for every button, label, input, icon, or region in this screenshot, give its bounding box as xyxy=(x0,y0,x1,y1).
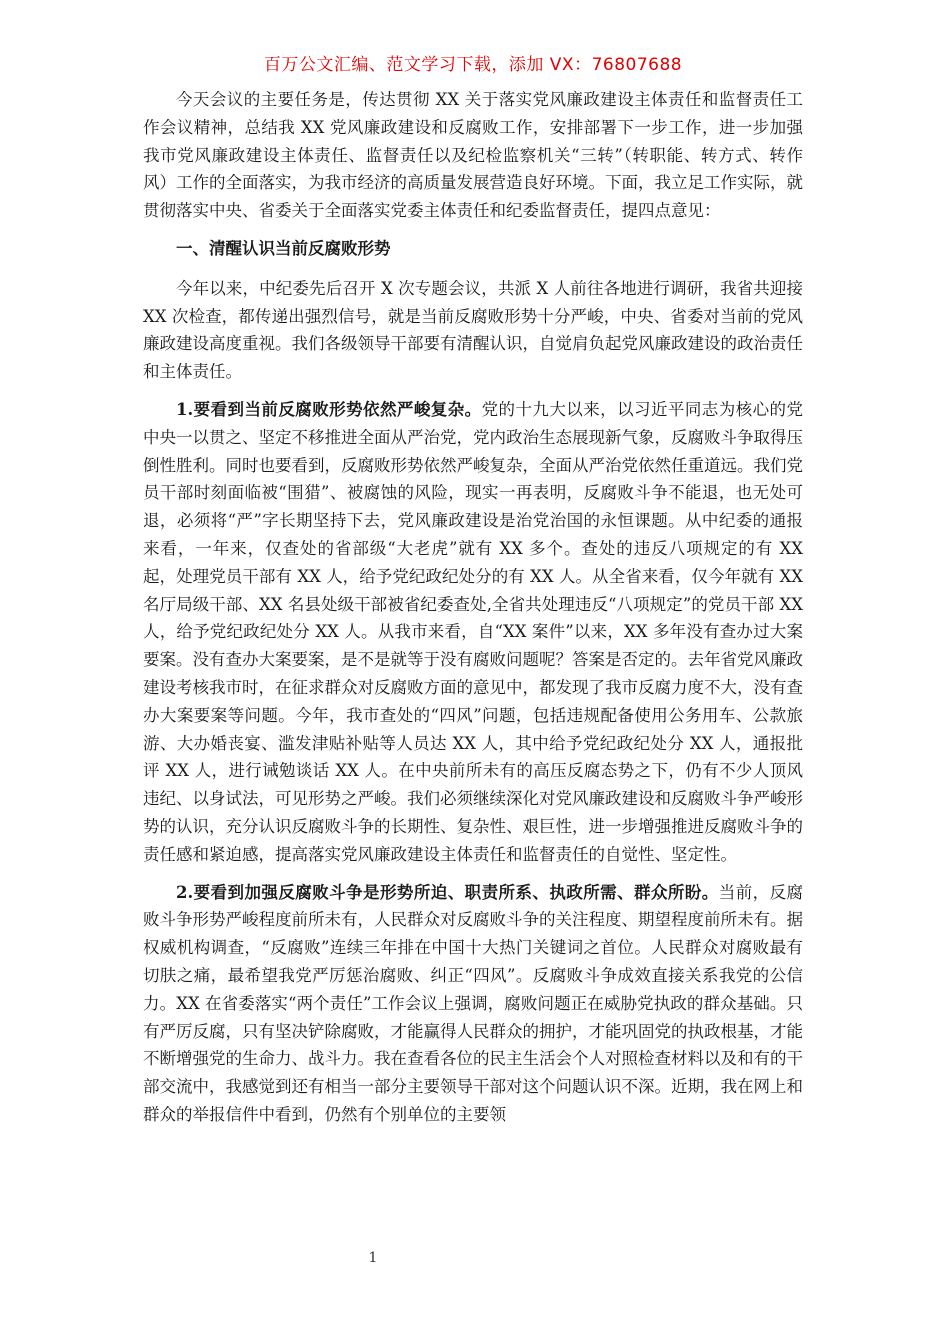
paragraph-4-text: 当前，反腐败斗争形势严峻程度前所未有，人民群众对反腐败斗争的关注程度、期望程度前所未有。据权威机构调查，“反腐败”连续三年排在中国十大热门关键词之首位。人民群众对腐败最有切肤之痛，最希望我党严厉惩治腐败、纠正“四风”。反腐败斗争成效直接关系我党的公信力。XX 在省委落实“两个责任”工作会议上强调，腐败问题正在威胁党执政的群众基础。只有严厉反腐，只有坚决铲除腐败，才能赢得人民群众的拥护，才能巩固党的执政根基，才能不断增强党的生命力、战斗力。我在查看各位的民主生活会个人对照检查材料以及和有的干部交流中，我感觉到还有相当一部分主要领导干部对这个问题认识不深。近期，我在网上和群众的举报信件中看到，仍然有个别单位的主要领 xyxy=(143,882,804,1124)
paragraph-2: 今年以来，中纪委先后召开 X 次专题会议，共派 X 人前往各地进行调研，我省共迎接 XX 次检查，都传递出强烈信号，就是当前反腐败形势十分严峻，中央、省委对当前的党风廉政建设高度重视。我们各级领导干部要有清醒认识，自觉肩负起党风廉政建设的政治责任和主体责任。 xyxy=(143,278,803,382)
promo-banner: 百万公文汇编、范文学习下载，添加 VX：76807688 xyxy=(263,55,683,75)
section-heading-1: 一、清醒认识当前反腐败形势 xyxy=(176,238,391,258)
paragraph-intro: 今天会议的主要任务是，传达贯彻 XX 关于落实党风廉政建设主体责任和监督责任工作会议精神，总结我 XX 党风廉政建设和反腐败工作，安排部署下一步工作，进一步加强我市党风廉政建设主体责任、监督责任以及纪检监察机关“三转”（转职能、转方式、转作风）工作的全面落实，为我市经济的高质量发展营造良好环境。下面，我立足工作实际，就贯彻落实中央、省委关于全面落实党委主体责任和纪委监督责任，提四点意见： xyxy=(143,90,803,221)
document-page xyxy=(143,0,803,1344)
paragraph-3 xyxy=(143,396,803,869)
page-number: 1 xyxy=(368,1250,378,1266)
paragraph-4 xyxy=(143,879,803,1129)
paragraph-4-lead: 2.要看到加强反腐败斗争是形势所迫、职责所系、执政所需、群众所盼。 xyxy=(176,882,719,902)
paragraph-3-text: 党的十九大以来，以习近平同志为核心的党中央一以贯之、坚定不移推进全面从严治党，党内政治生态展现新气象，反腐败斗争取得压倒性胜利。同时也要看到，反腐败形势依然严峻复杂，全面从严治党依然任重道远。我们党员干部时刻面临被“围猎”、被腐蚀的风险，现实一再表明，反腐败斗争不能退，也无处可退，必须将“严”字长期坚持下去，党风廉政建设是治党治国的永恒课题。从中纪委的通报来看，一年来，仅查处的省部级“大老虎”就有 XX 多个。查处的违反八项规定的有 XX 起，处理党员干部有 XX 人，给予党纪政纪处分的有 XX 人。从全省来看，仅今年就有 XX 名厅局级干部、XX 名县处级干部被省纪委查处,全省共处理违反“八项规定”的党员干部 XX 人，给予党纪政纪处分 XX 人。从我市来看，自“XX 案件”以来，XX 多年没有查办过大案要案。没有查办大案要案，是不是就等于没有腐败问题呢？答案是否定的。去年省党风廉政建设考核我市时，在征求群众对反腐败方面的意见中，都发现了我市反腐力度不大，没有查办大案要案等问题。今年，我市查处的“四风”问题，包括违规配备使用公务用车、公款旅游、大办婚丧宴、滥发津贴补贴等人员达 XX 人，其中给予党纪政纪处分 XX 人，通报批评 XX 人，进行诫勉谈话 XX 人。在中央前所未有的高压反腐态势之下，仍有不少人顶风违纪、以身试法，可见形势之严峻。我们必须继续深化对党风廉政建设和反腐败斗争严峻形势的认识，充分认识反腐败斗争的长期性、复杂性、艰巨性，进一步增强推进反腐败斗争的责任感和紧迫感，提高落实党风廉政建设主体责任和监督责任的自觉性、坚定性。 xyxy=(143,399,803,864)
document-body xyxy=(143,86,803,1139)
paragraph-3-lead: 1.要看到当前反腐败形势依然严峻复杂。 xyxy=(176,399,482,419)
